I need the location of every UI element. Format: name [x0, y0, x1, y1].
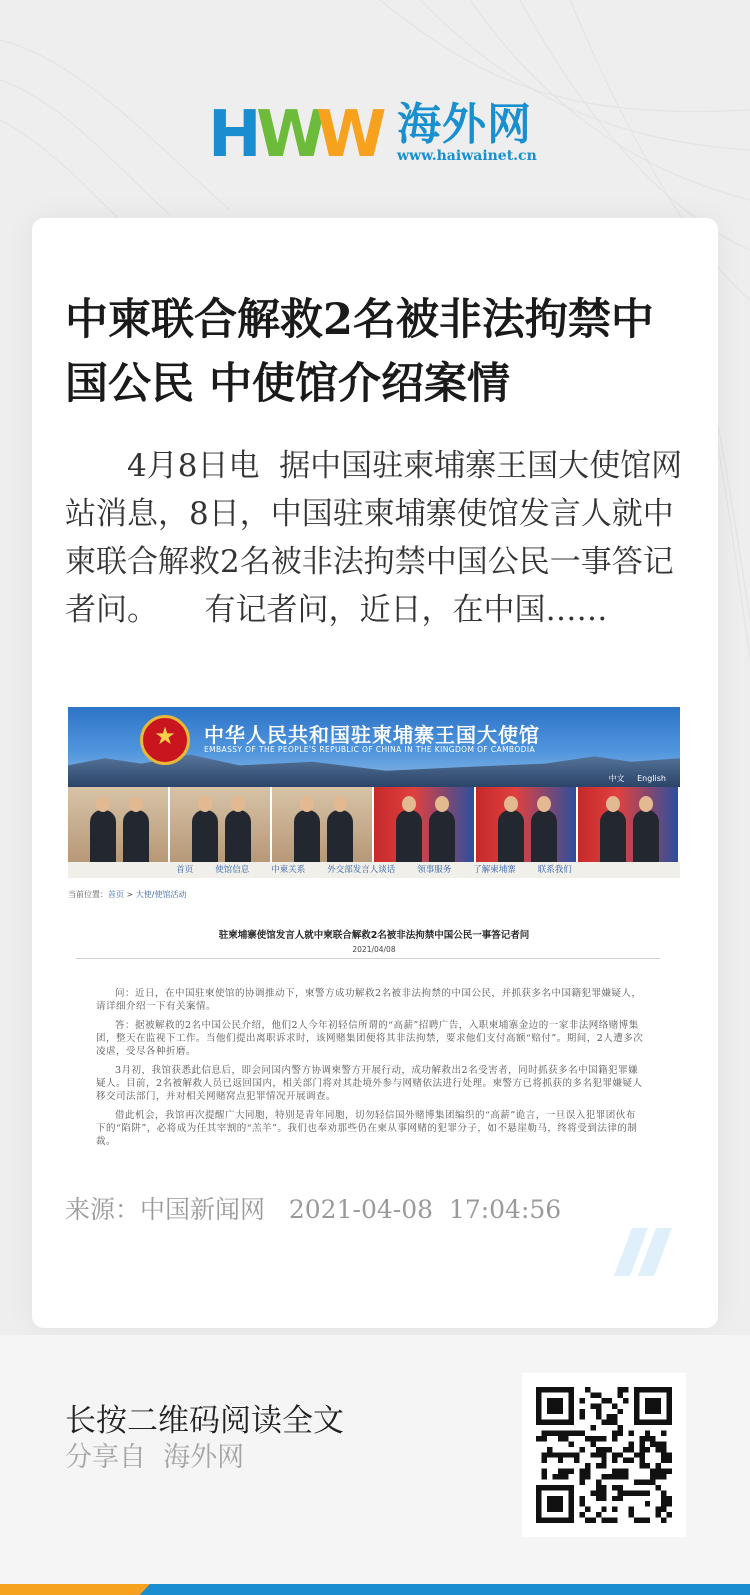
breadcrumb-section: 大使/使馆活动 — [135, 890, 187, 899]
article-card[interactable] — [32, 218, 718, 1328]
share-label: 分享自 — [65, 1442, 146, 1473]
language-switch — [599, 773, 666, 784]
breadcrumb-label: 当前位置： — [68, 890, 108, 899]
doc-paragraph: 借此机会，我馆再次提醒广大同胞，特别是青年同胞，切勿轻信国外赌博集团编织的“高薪”诡言，一旦误入犯罪团伙布下的“陷阱”，必将成为任其宰割的“羔羊”。我们也奉劝那些仍在柬从事网赌的犯罪分子，如不悬崖勒马，终将受到法律的制裁。 — [96, 1110, 638, 1147]
photo-handshake-1 — [68, 787, 170, 862]
publish-datetime: 2021-04-08 17:04:56 — [288, 1195, 562, 1224]
embassy-nav — [68, 862, 680, 878]
embassy-page-screenshot — [68, 707, 680, 1194]
svg-text:H: H — [208, 98, 262, 160]
doc-paragraph: 3月初，我馆获悉此信息后，即会同国内警方协调柬警方开展行动，成功解救出2名受害者，同时抓获多名中国籍犯罪嫌疑人。目前，2名被解救人员已返回国内，相关部门将对其赴境外参与网赌依法进行处理。柬警方已将抓获的多名犯罪嫌疑人移交司法部门，并对相关网赌窝点犯罪情况开展调查。 — [96, 1065, 643, 1102]
photo-handshake-6 — [578, 787, 680, 862]
article-summary: 4月8日电 据中国驻柬埔寨王国大使馆网站消息，8日，中国驻柬埔寨使馆发言人就中柬联合解救2名被非法拘禁中国公民一事答记者问。 有记者问，近日，在中国…… — [65, 448, 683, 628]
double-slash-icon — [614, 1228, 674, 1276]
photo-handshake-5 — [476, 787, 578, 862]
article-title: 中柬联合解救2名被非法拘禁中国公民 中使馆介绍案情 — [65, 295, 654, 409]
breadcrumb-separator: > — [124, 890, 136, 899]
embassy-banner — [68, 707, 680, 787]
nav-item: 了解柬埔寨 — [473, 865, 516, 875]
logo-url: www.haiwainet.cn — [397, 148, 537, 164]
nav-item: 使馆信息 — [215, 865, 250, 875]
source-name: 中国新闻网 — [140, 1195, 266, 1224]
qr-code[interactable] — [522, 1373, 686, 1537]
haiwainet-logo — [0, 98, 750, 168]
source-label: 来源： — [65, 1195, 141, 1224]
banner-title-en: EMBASSY OF THE PEOPLE'S REPUBLIC OF CHINA IN THE KINGDOM OF CAMBODIA — [204, 745, 535, 754]
qr-code-icon — [536, 1387, 672, 1523]
svg-text:W: W — [256, 98, 327, 160]
nav-item: 首页 — [176, 865, 194, 875]
nav-item: 联系我们 — [537, 865, 572, 875]
share-footer — [0, 1335, 750, 1595]
breadcrumb — [68, 889, 187, 900]
photo-handshake-2 — [170, 787, 272, 862]
bottom-brand-stripe — [0, 1584, 750, 1595]
doc-paragraph: 问：近日，在中国驻柬使馆的协调推动下，柬警方成功解救2名被非法拘禁的中国公民，并抓获多名中国籍犯罪嫌疑人，请详细介绍一下有关案情。 — [96, 988, 642, 1012]
hww-logo-icon — [208, 98, 388, 160]
doc-title: 驻柬埔寨使馆发言人就中柬联合解救2名被非法拘禁中国公民一事答记者问 — [218, 930, 530, 941]
doc-date: 2021/04/08 — [352, 945, 396, 954]
nav-item: 外交部发言人谈话 — [327, 865, 396, 875]
photo-handshake-3 — [272, 787, 374, 862]
doc-body — [96, 987, 644, 1154]
doc-paragraph: 答：据被解救的2名中国公民介绍，他们2人今年初轻信所谓的“高薪”招聘广告，入职柬埔寨金边的一家非法网络赌博集团，整天在监视下工作。当他们提出离职诉求时，该网赌集团便将其非法拘禁，要求他们支付高额“赔付”。期间，2人遭多次凌虐，受尽各种折磨。 — [96, 1020, 644, 1057]
divider — [76, 958, 660, 959]
national-emblem-icon — [140, 715, 190, 765]
nav-item: 中柬关系 — [271, 865, 306, 875]
share-name: 海外网 — [163, 1442, 245, 1473]
logo-name-cn: 海外网 — [397, 99, 532, 150]
nav-item: 领事服务 — [417, 865, 452, 875]
lang-cn: 中文 — [608, 774, 625, 783]
share-from — [65, 1435, 244, 1474]
photo-handshake-4 — [374, 787, 476, 862]
photo-strip — [68, 787, 680, 862]
banner-title-cn: 中华人民共和国驻柬埔寨王国大使馆 — [204, 723, 540, 747]
lang-en: English — [637, 774, 666, 783]
article-source — [65, 1190, 561, 1226]
qr-cta-text: 长按二维码阅读全文 — [65, 1403, 344, 1439]
breadcrumb-home: 首页 — [108, 890, 124, 899]
svg-text:W: W — [316, 98, 387, 160]
